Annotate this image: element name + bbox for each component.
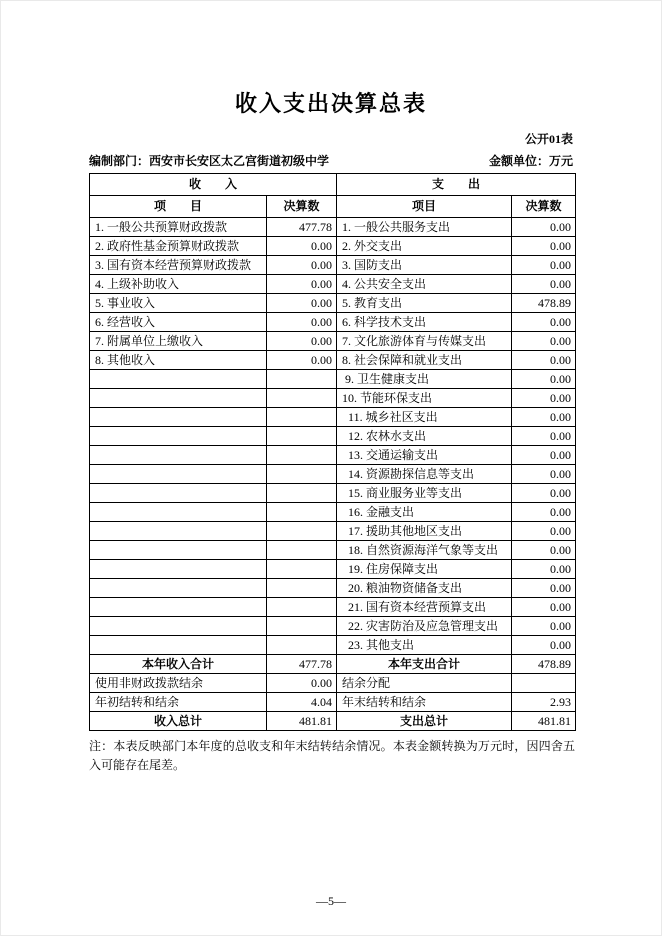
expense-item-column-header: 项目	[337, 196, 512, 218]
expense-amount-cell: 0.00	[512, 503, 576, 522]
expense-item-cell: 3. 国防支出	[337, 256, 512, 275]
expense-amount-cell: 0.00	[512, 408, 576, 427]
table-row	[90, 237, 576, 256]
expense-item-cell: 结余分配	[337, 674, 512, 693]
income-item-cell: 1. 一般公共预算财政拨款	[90, 218, 267, 237]
income-amount-cell	[267, 484, 337, 503]
income-amount-cell	[267, 636, 337, 655]
expense-amount-cell: 0.00	[512, 275, 576, 294]
expense-amount-cell: 478.89	[512, 655, 576, 674]
summary-row	[90, 674, 576, 693]
income-amount-cell: 0.00	[267, 332, 337, 351]
income-item-cell	[90, 560, 267, 579]
expense-amount-cell: 0.00	[512, 427, 576, 446]
expense-item-cell: 支出总计	[337, 712, 512, 731]
expense-item-cell: 17. 援助其他地区支出	[337, 522, 512, 541]
expense-amount-cell: 0.00	[512, 256, 576, 275]
expense-item-cell: 15. 商业服务业等支出	[337, 484, 512, 503]
expense-amount-cell: 0.00	[512, 332, 576, 351]
table-row	[90, 446, 576, 465]
income-item-column-header: 项 目	[90, 196, 267, 218]
expense-amount-cell: 0.00	[512, 541, 576, 560]
income-item-cell	[90, 579, 267, 598]
income-item-cell: 5. 事业收入	[90, 294, 267, 313]
table-row	[90, 484, 576, 503]
expense-amount-cell: 0.00	[512, 579, 576, 598]
table-row	[90, 370, 576, 389]
income-amount-cell	[267, 522, 337, 541]
income-item-cell	[90, 389, 267, 408]
income-item-cell	[90, 541, 267, 560]
table-row	[90, 636, 576, 655]
unit-label: 金额单位：万元	[488, 154, 573, 168]
income-amount-cell: 0.00	[267, 313, 337, 332]
table-row	[90, 427, 576, 446]
income-item-cell	[90, 484, 267, 503]
income-item-cell: 年初结转和结余	[90, 693, 267, 712]
table-row	[90, 522, 576, 541]
department-label: 编制部门：西安市长安区太乙宫街道初级中学	[89, 154, 330, 168]
summary-row	[90, 712, 576, 731]
table-row	[90, 598, 576, 617]
table-row	[90, 503, 576, 522]
income-item-cell: 收入总计	[90, 712, 267, 731]
table-row	[90, 408, 576, 427]
income-amount-cell: 477.78	[267, 218, 337, 237]
table-row	[90, 389, 576, 408]
income-item-cell	[90, 522, 267, 541]
expense-item-cell: 年末结转和结余	[337, 693, 512, 712]
income-item-cell: 7. 附属单位上缴收入	[90, 332, 267, 351]
page-title: 收入支出决算总表	[234, 91, 427, 116]
income-item-cell	[90, 503, 267, 522]
income-amount-cell	[267, 389, 337, 408]
expense-item-cell: 21. 国有资本经营预算支出	[337, 598, 512, 617]
table-row	[90, 465, 576, 484]
expense-item-cell: 1. 一般公共服务支出	[337, 218, 512, 237]
income-amount-cell: 0.00	[267, 275, 337, 294]
expense-amount-cell: 0.00	[512, 598, 576, 617]
expense-amount-cell: 0.00	[512, 522, 576, 541]
income-amount-cell	[267, 579, 337, 598]
income-item-cell	[90, 636, 267, 655]
income-amount-cell	[267, 465, 337, 484]
expense-amount-cell: 478.89	[512, 294, 576, 313]
expense-amount-cell: 0.00	[512, 237, 576, 256]
table-row	[90, 560, 576, 579]
income-amount-cell: 0.00	[267, 256, 337, 275]
footnote: 注：本表反映部门本年度的总收支和年末结转结余情况。本表金额转换为万元时，因四舍五入可能存在尾差。	[89, 739, 575, 772]
income-amount-cell	[267, 598, 337, 617]
expense-item-cell: 18. 自然资源海洋气象等支出	[337, 541, 512, 560]
expense-item-cell: 19. 住房保障支出	[337, 560, 512, 579]
table-row	[90, 218, 576, 237]
expense-amount-cell: 0.00	[512, 617, 576, 636]
expense-item-cell: 13. 交通运输支出	[337, 446, 512, 465]
expense-item-cell: 6. 科学技术支出	[337, 313, 512, 332]
income-item-cell	[90, 370, 267, 389]
income-amount-cell	[267, 408, 337, 427]
table-row	[90, 617, 576, 636]
table-code-label: 公开01表	[524, 132, 573, 146]
table-row	[90, 332, 576, 351]
expense-item-cell: 16. 金融支出	[337, 503, 512, 522]
income-item-cell	[90, 617, 267, 636]
income-amount-cell	[267, 503, 337, 522]
income-amount-cell: 481.81	[267, 712, 337, 731]
income-amount-cell	[267, 617, 337, 636]
income-item-cell: 2. 政府性基金预算财政拨款	[90, 237, 267, 256]
table-row	[90, 579, 576, 598]
expense-item-cell: 10. 节能环保支出	[337, 389, 512, 408]
income-item-cell	[90, 446, 267, 465]
table-row	[90, 256, 576, 275]
expense-section-header: 支 出	[337, 174, 576, 196]
income-item-cell: 使用非财政拨款结余	[90, 674, 267, 693]
expense-amount-cell: 0.00	[512, 370, 576, 389]
expense-item-cell: 8. 社会保障和就业支出	[337, 351, 512, 370]
column-header-row	[90, 196, 576, 218]
expense-amount-cell	[512, 674, 576, 693]
expense-item-cell: 5. 教育支出	[337, 294, 512, 313]
expense-amount-cell: 0.00	[512, 560, 576, 579]
expense-amount-cell: 0.00	[512, 351, 576, 370]
expense-item-cell: 14. 资源勘探信息等支出	[337, 465, 512, 484]
expense-amount-cell: 0.00	[512, 218, 576, 237]
income-item-cell: 本年收入合计	[90, 655, 267, 674]
income-item-cell: 3. 国有资本经营预算财政拨款	[90, 256, 267, 275]
table-head	[90, 174, 576, 218]
summary-row	[90, 693, 576, 712]
income-amount-cell: 4.04	[267, 693, 337, 712]
expense-item-cell: 9. 卫生健康支出	[337, 370, 512, 389]
income-section-header: 收 入	[90, 174, 337, 196]
expense-amount-cell: 0.00	[512, 636, 576, 655]
income-amount-cell: 0.00	[267, 674, 337, 693]
income-item-cell: 4. 上级补助收入	[90, 275, 267, 294]
expense-item-cell: 23. 其他支出	[337, 636, 512, 655]
budget-table	[89, 173, 576, 731]
expense-amount-cell: 0.00	[512, 484, 576, 503]
expense-amount-cell: 0.00	[512, 389, 576, 408]
expense-item-cell: 4. 公共安全支出	[337, 275, 512, 294]
table-row	[90, 275, 576, 294]
income-amount-cell: 0.00	[267, 294, 337, 313]
income-amount-cell	[267, 560, 337, 579]
income-amount-cell: 477.78	[267, 655, 337, 674]
income-item-cell	[90, 408, 267, 427]
table-row	[90, 313, 576, 332]
expense-item-cell: 本年支出合计	[337, 655, 512, 674]
income-item-cell	[90, 427, 267, 446]
income-amount-cell	[267, 541, 337, 560]
income-amount-cell: 0.00	[267, 237, 337, 256]
expense-amount-cell: 0.00	[512, 465, 576, 484]
expense-amount-cell: 0.00	[512, 313, 576, 332]
income-item-cell: 8. 其他收入	[90, 351, 267, 370]
income-item-cell	[90, 598, 267, 617]
expense-amount-cell: 0.00	[512, 446, 576, 465]
expense-amount-column-header: 决算数	[512, 196, 576, 218]
expense-item-cell: 22. 灾害防治及应急管理支出	[337, 617, 512, 636]
expense-item-cell: 20. 粮油物资储备支出	[337, 579, 512, 598]
income-item-cell: 6. 经营收入	[90, 313, 267, 332]
section-header-row	[90, 174, 576, 196]
income-amount-cell	[267, 370, 337, 389]
expense-item-cell: 11. 城乡社区支出	[337, 408, 512, 427]
income-item-cell	[90, 465, 267, 484]
income-amount-column-header: 决算数	[267, 196, 337, 218]
meta-row	[89, 152, 573, 169]
table-body	[90, 218, 576, 731]
expense-item-cell: 2. 外交支出	[337, 237, 512, 256]
expense-amount-cell: 2.93	[512, 693, 576, 712]
income-amount-cell: 0.00	[267, 351, 337, 370]
table-row	[90, 294, 576, 313]
page-number: —5—	[316, 894, 346, 908]
summary-row	[90, 655, 576, 674]
expense-item-cell: 7. 文化旅游体育与传媒支出	[337, 332, 512, 351]
income-amount-cell	[267, 427, 337, 446]
table-row	[90, 541, 576, 560]
expense-amount-cell: 481.81	[512, 712, 576, 731]
page-content	[1, 1, 661, 774]
table-row	[90, 351, 576, 370]
expense-item-cell: 12. 农林水支出	[337, 427, 512, 446]
income-amount-cell	[267, 446, 337, 465]
